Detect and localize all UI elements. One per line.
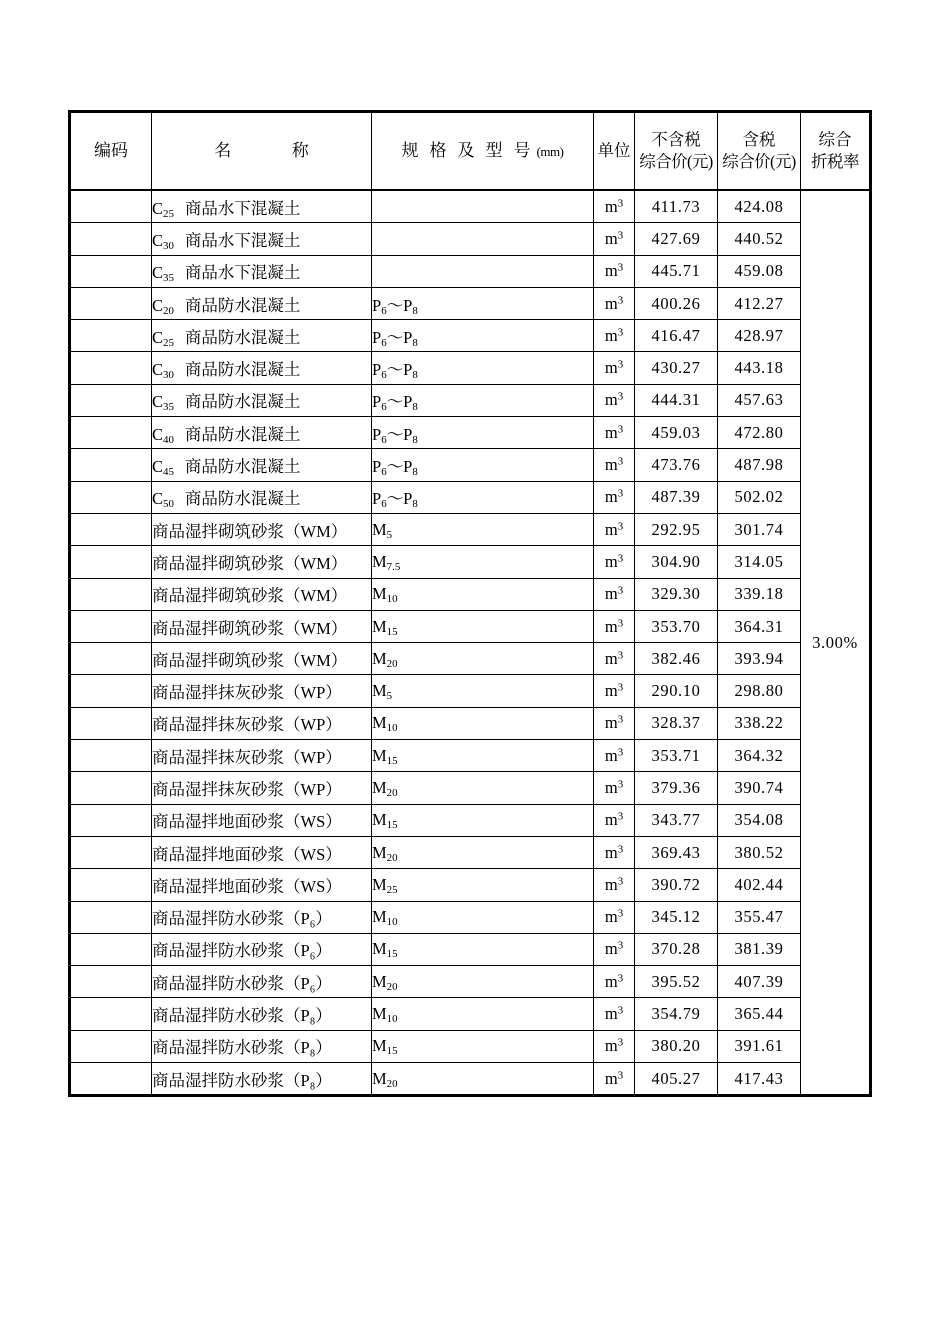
cell-unit: $m^3$ bbox=[594, 675, 635, 707]
cell-gross-price: 364.31 bbox=[718, 610, 801, 642]
cell-gross-price: 428.97 bbox=[718, 320, 801, 352]
material-name: 商品湿拌防水砂浆（P₆） bbox=[152, 973, 332, 993]
cell-name bbox=[152, 675, 372, 707]
header-name-char-1: 名 bbox=[214, 141, 232, 161]
cell-name bbox=[152, 190, 372, 223]
cell-code bbox=[70, 869, 152, 901]
table-row bbox=[70, 643, 871, 675]
cell-gross-price: 443.18 bbox=[718, 352, 801, 384]
cell-name bbox=[152, 610, 372, 642]
table-row bbox=[70, 481, 871, 513]
cell-spec: $P_6\sim P_8$ bbox=[372, 481, 594, 513]
cell-net-price: 292.95 bbox=[635, 513, 718, 545]
cell-name bbox=[152, 513, 372, 545]
cell-code bbox=[70, 1030, 152, 1062]
material-name: 商品水下混凝土 bbox=[184, 263, 301, 283]
cell-unit: $m^3$ bbox=[594, 546, 635, 578]
concrete-grade: $C_{30}$ bbox=[152, 360, 174, 382]
cell-name bbox=[152, 578, 372, 610]
cell-code bbox=[70, 320, 152, 352]
cell-gross-price: 417.43 bbox=[718, 1063, 801, 1096]
cell-spec: $P_6\sim P_8$ bbox=[372, 320, 594, 352]
cell-unit: $m^3$ bbox=[594, 836, 635, 868]
material-name: 商品湿拌地面砂浆（WS） bbox=[152, 812, 342, 832]
material-name: 商品水下混凝土 bbox=[184, 198, 301, 218]
material-name: 商品湿拌防水砂浆（P₆） bbox=[152, 941, 332, 961]
material-name: 商品湿拌砌筑砂浆（WM） bbox=[152, 553, 348, 573]
table-row bbox=[70, 546, 871, 578]
cell-name bbox=[152, 223, 372, 255]
cell-gross-price: 355.47 bbox=[718, 901, 801, 933]
cell-unit: $m^3$ bbox=[594, 481, 635, 513]
cell-spec: $M_{20}$ bbox=[372, 643, 594, 675]
cell-code bbox=[70, 707, 152, 739]
cell-unit: $m^3$ bbox=[594, 287, 635, 319]
cell-spec: $P_6\sim P_8$ bbox=[372, 352, 594, 384]
cell-code bbox=[70, 836, 152, 868]
table-row bbox=[70, 804, 871, 836]
material-name: 商品湿拌抹灰砂浆（WP） bbox=[152, 683, 342, 703]
header-unit-label: 单位 bbox=[597, 141, 631, 161]
cell-unit: $m^3$ bbox=[594, 707, 635, 739]
cell-spec: $M_{25}$ bbox=[372, 869, 594, 901]
material-name: 商品湿拌地面砂浆（WS） bbox=[152, 844, 342, 864]
cell-unit: $m^3$ bbox=[594, 417, 635, 449]
cell-gross-price: 314.05 bbox=[718, 546, 801, 578]
cell-gross-price: 407.39 bbox=[718, 966, 801, 998]
cell-gross-price: 298.80 bbox=[718, 675, 801, 707]
cell-unit: $m^3$ bbox=[594, 1063, 635, 1096]
cell-net-price: 395.52 bbox=[635, 966, 718, 998]
cell-unit: $m^3$ bbox=[594, 966, 635, 998]
table-row bbox=[70, 384, 871, 416]
table-row bbox=[70, 836, 871, 868]
header-net-line2: 综合价(元) bbox=[639, 152, 713, 171]
cell-unit: $m^3$ bbox=[594, 190, 635, 223]
material-name: 商品湿拌抹灰砂浆（WP） bbox=[152, 715, 342, 735]
cell-gross-price: 338.22 bbox=[718, 707, 801, 739]
cell-name bbox=[152, 772, 372, 804]
material-name: 商品水下混凝土 bbox=[184, 230, 301, 250]
header-gross-line1: 含税 bbox=[742, 130, 776, 150]
cell-name bbox=[152, 320, 372, 352]
cell-spec: $M_{10}$ bbox=[372, 707, 594, 739]
cell-gross-price: 402.44 bbox=[718, 869, 801, 901]
header-spec-char-2: 格 bbox=[429, 141, 447, 161]
material-name: 商品湿拌砌筑砂浆（WM） bbox=[152, 586, 348, 606]
header-spec-char-3: 及 bbox=[457, 141, 475, 161]
header-spec-unit: (mm) bbox=[536, 144, 564, 160]
cell-spec: $M_{20}$ bbox=[372, 966, 594, 998]
cell-net-price: 380.20 bbox=[635, 1030, 718, 1062]
cell-name bbox=[152, 707, 372, 739]
material-name: 商品湿拌防水砂浆（P₈） bbox=[152, 1070, 332, 1090]
cell-spec: $M_{15}$ bbox=[372, 933, 594, 965]
cell-unit: $m^3$ bbox=[594, 320, 635, 352]
cell-spec bbox=[372, 190, 594, 223]
cell-gross-price: 440.52 bbox=[718, 223, 801, 255]
cell-net-price: 354.79 bbox=[635, 998, 718, 1030]
cell-net-price: 445.71 bbox=[635, 255, 718, 287]
cell-code bbox=[70, 513, 152, 545]
table-row bbox=[70, 287, 871, 319]
cell-spec: $M_{20}$ bbox=[372, 836, 594, 868]
material-name: 商品湿拌地面砂浆（WS） bbox=[152, 876, 342, 896]
cell-spec bbox=[372, 223, 594, 255]
table-row bbox=[70, 1063, 871, 1096]
header-name bbox=[152, 112, 372, 191]
cell-gross-price: 364.32 bbox=[718, 740, 801, 772]
concrete-grade: $C_{50}$ bbox=[152, 489, 174, 511]
cell-code bbox=[70, 966, 152, 998]
cell-unit: $m^3$ bbox=[594, 933, 635, 965]
cell-unit: $m^3$ bbox=[594, 352, 635, 384]
cell-unit: $m^3$ bbox=[594, 869, 635, 901]
table-row bbox=[70, 449, 871, 481]
cell-code bbox=[70, 772, 152, 804]
header-unit bbox=[594, 112, 635, 191]
cell-net-price: 405.27 bbox=[635, 1063, 718, 1096]
cell-unit: $m^3$ bbox=[594, 1030, 635, 1062]
cell-unit: $m^3$ bbox=[594, 998, 635, 1030]
cell-code bbox=[70, 933, 152, 965]
header-net-price bbox=[635, 112, 718, 191]
material-name: 商品湿拌抹灰砂浆（WP） bbox=[152, 779, 342, 799]
concrete-grade: $C_{45}$ bbox=[152, 457, 174, 479]
cell-name bbox=[152, 417, 372, 449]
cell-code bbox=[70, 998, 152, 1030]
table-row bbox=[70, 901, 871, 933]
cell-code bbox=[70, 1063, 152, 1096]
table-body bbox=[70, 190, 871, 1096]
table-row bbox=[70, 675, 871, 707]
material-price-table bbox=[68, 110, 872, 1097]
cell-name bbox=[152, 481, 372, 513]
cell-spec: $P_6\sim P_8$ bbox=[372, 417, 594, 449]
header-spec-char-4: 型 bbox=[485, 141, 503, 161]
cell-spec bbox=[372, 255, 594, 287]
cell-name bbox=[152, 1030, 372, 1062]
cell-name bbox=[152, 384, 372, 416]
table-row bbox=[70, 352, 871, 384]
cell-gross-price: 502.02 bbox=[718, 481, 801, 513]
cell-gross-price: 380.52 bbox=[718, 836, 801, 868]
cell-tax-rate: 3.00% bbox=[801, 190, 871, 1096]
table-row bbox=[70, 707, 871, 739]
cell-code bbox=[70, 287, 152, 319]
cell-unit: $m^3$ bbox=[594, 513, 635, 545]
cell-code bbox=[70, 352, 152, 384]
header-spec bbox=[372, 112, 594, 191]
material-name: 商品防水混凝土 bbox=[184, 392, 301, 412]
concrete-grade: $C_{30}$ bbox=[152, 230, 174, 252]
cell-name bbox=[152, 836, 372, 868]
cell-name bbox=[152, 869, 372, 901]
table-row bbox=[70, 190, 871, 223]
material-name: 商品湿拌砌筑砂浆（WM） bbox=[152, 618, 348, 638]
cell-gross-price: 393.94 bbox=[718, 643, 801, 675]
table-row bbox=[70, 740, 871, 772]
material-name: 商品防水混凝土 bbox=[184, 457, 301, 477]
table-header-row bbox=[70, 112, 871, 191]
material-name: 商品防水混凝土 bbox=[184, 360, 301, 380]
cell-code bbox=[70, 546, 152, 578]
cell-net-price: 444.31 bbox=[635, 384, 718, 416]
cell-name bbox=[152, 546, 372, 578]
cell-spec: $M_{10}$ bbox=[372, 578, 594, 610]
cell-net-price: 369.43 bbox=[635, 836, 718, 868]
cell-net-price: 328.37 bbox=[635, 707, 718, 739]
table-row bbox=[70, 772, 871, 804]
cell-name bbox=[152, 255, 372, 287]
material-name: 商品湿拌砌筑砂浆（WM） bbox=[152, 650, 348, 670]
cell-spec: $M_{10}$ bbox=[372, 998, 594, 1030]
cell-net-price: 379.36 bbox=[635, 772, 718, 804]
material-name: 商品湿拌砌筑砂浆（WM） bbox=[152, 521, 348, 541]
cell-code bbox=[70, 740, 152, 772]
cell-unit: $m^3$ bbox=[594, 643, 635, 675]
concrete-grade: $C_{35}$ bbox=[152, 392, 174, 414]
cell-spec: $M_{15}$ bbox=[372, 804, 594, 836]
concrete-grade: $C_{35}$ bbox=[152, 263, 174, 285]
cell-unit: $m^3$ bbox=[594, 255, 635, 287]
cell-code bbox=[70, 223, 152, 255]
cell-gross-price: 339.18 bbox=[718, 578, 801, 610]
cell-spec: $M_{7.5}$ bbox=[372, 546, 594, 578]
cell-name bbox=[152, 998, 372, 1030]
cell-spec: $M_5$ bbox=[372, 675, 594, 707]
header-gross-line2: 综合价(元) bbox=[722, 152, 796, 171]
cell-spec: $P_6\sim P_8$ bbox=[372, 384, 594, 416]
table-row bbox=[70, 320, 871, 352]
cell-name bbox=[152, 966, 372, 998]
cell-net-price: 343.77 bbox=[635, 804, 718, 836]
cell-code bbox=[70, 417, 152, 449]
cell-code bbox=[70, 643, 152, 675]
material-name: 商品湿拌抹灰砂浆（WP） bbox=[152, 747, 342, 767]
material-name: 商品湿拌防水砂浆（P₆） bbox=[152, 909, 332, 929]
cell-code bbox=[70, 255, 152, 287]
cell-spec: $M_{15}$ bbox=[372, 1030, 594, 1062]
cell-unit: $m^3$ bbox=[594, 223, 635, 255]
table-row bbox=[70, 578, 871, 610]
table-row bbox=[70, 255, 871, 287]
cell-net-price: 459.03 bbox=[635, 417, 718, 449]
cell-net-price: 382.46 bbox=[635, 643, 718, 675]
material-name: 商品防水混凝土 bbox=[184, 424, 301, 444]
cell-spec: $M_{15}$ bbox=[372, 740, 594, 772]
cell-gross-price: 424.08 bbox=[718, 190, 801, 223]
table-row bbox=[70, 966, 871, 998]
header-rate-line1: 综合 bbox=[818, 130, 852, 150]
table-row bbox=[70, 417, 871, 449]
cell-gross-price: 457.63 bbox=[718, 384, 801, 416]
cell-code bbox=[70, 901, 152, 933]
concrete-grade: $C_{20}$ bbox=[152, 295, 174, 317]
cell-net-price: 411.73 bbox=[635, 190, 718, 223]
cell-name bbox=[152, 1063, 372, 1096]
header-rate-line2: 折税率 bbox=[811, 152, 859, 171]
table-row bbox=[70, 223, 871, 255]
cell-net-price: 473.76 bbox=[635, 449, 718, 481]
header-gross-price bbox=[718, 112, 801, 191]
cell-unit: $m^3$ bbox=[594, 740, 635, 772]
cell-spec: $M_{15}$ bbox=[372, 610, 594, 642]
cell-spec: $P_6\sim P_8$ bbox=[372, 287, 594, 319]
cell-net-price: 390.72 bbox=[635, 869, 718, 901]
header-net-line1: 不含税 bbox=[651, 130, 701, 150]
cell-unit: $m^3$ bbox=[594, 578, 635, 610]
material-name: 商品防水混凝土 bbox=[184, 489, 301, 509]
cell-spec: $M_5$ bbox=[372, 513, 594, 545]
concrete-grade: $C_{40}$ bbox=[152, 424, 174, 446]
cell-unit: $m^3$ bbox=[594, 804, 635, 836]
table-row bbox=[70, 513, 871, 545]
cell-gross-price: 391.61 bbox=[718, 1030, 801, 1062]
table-row bbox=[70, 869, 871, 901]
header-spec-char-1: 规 bbox=[401, 141, 419, 161]
cell-code bbox=[70, 481, 152, 513]
concrete-grade: $C_{25}$ bbox=[152, 327, 174, 349]
concrete-grade: $C_{25}$ bbox=[152, 198, 174, 220]
cell-net-price: 430.27 bbox=[635, 352, 718, 384]
cell-net-price: 345.12 bbox=[635, 901, 718, 933]
cell-gross-price: 472.80 bbox=[718, 417, 801, 449]
cell-unit: $m^3$ bbox=[594, 449, 635, 481]
cell-code bbox=[70, 384, 152, 416]
cell-unit: $m^3$ bbox=[594, 610, 635, 642]
cell-unit: $m^3$ bbox=[594, 901, 635, 933]
material-name: 商品防水混凝土 bbox=[184, 295, 301, 315]
cell-net-price: 329.30 bbox=[635, 578, 718, 610]
cell-name bbox=[152, 287, 372, 319]
cell-net-price: 416.47 bbox=[635, 320, 718, 352]
cell-gross-price: 365.44 bbox=[718, 998, 801, 1030]
cell-gross-price: 381.39 bbox=[718, 933, 801, 965]
material-name: 商品湿拌防水砂浆（P₈） bbox=[152, 1038, 332, 1058]
cell-code bbox=[70, 804, 152, 836]
cell-net-price: 353.71 bbox=[635, 740, 718, 772]
cell-net-price: 487.39 bbox=[635, 481, 718, 513]
cell-name bbox=[152, 804, 372, 836]
cell-code bbox=[70, 449, 152, 481]
header-name-char-2: 称 bbox=[291, 141, 309, 161]
cell-net-price: 304.90 bbox=[635, 546, 718, 578]
cell-code bbox=[70, 190, 152, 223]
cell-gross-price: 459.08 bbox=[718, 255, 801, 287]
table-row bbox=[70, 610, 871, 642]
cell-name bbox=[152, 740, 372, 772]
header-spec-char-5: 号 bbox=[513, 141, 531, 161]
table-row bbox=[70, 933, 871, 965]
cell-net-price: 400.26 bbox=[635, 287, 718, 319]
cell-net-price: 353.70 bbox=[635, 610, 718, 642]
cell-net-price: 290.10 bbox=[635, 675, 718, 707]
table-row bbox=[70, 998, 871, 1030]
cell-name bbox=[152, 933, 372, 965]
cell-spec: $M_{10}$ bbox=[372, 901, 594, 933]
cell-name bbox=[152, 352, 372, 384]
cell-gross-price: 354.08 bbox=[718, 804, 801, 836]
header-code: 编码 bbox=[70, 112, 152, 191]
cell-gross-price: 390.74 bbox=[718, 772, 801, 804]
cell-unit: $m^3$ bbox=[594, 772, 635, 804]
cell-spec: $P_6\sim P_8$ bbox=[372, 449, 594, 481]
cell-net-price: 370.28 bbox=[635, 933, 718, 965]
header-tax-rate bbox=[801, 112, 871, 191]
cell-code bbox=[70, 610, 152, 642]
cell-code bbox=[70, 675, 152, 707]
cell-unit: $m^3$ bbox=[594, 384, 635, 416]
cell-name bbox=[152, 643, 372, 675]
cell-code bbox=[70, 578, 152, 610]
cell-net-price: 427.69 bbox=[635, 223, 718, 255]
material-name: 商品防水混凝土 bbox=[184, 327, 301, 347]
cell-spec: $M_{20}$ bbox=[372, 772, 594, 804]
table-row bbox=[70, 1030, 871, 1062]
cell-spec: $M_{20}$ bbox=[372, 1063, 594, 1096]
cell-name bbox=[152, 901, 372, 933]
cell-gross-price: 412.27 bbox=[718, 287, 801, 319]
cell-gross-price: 487.98 bbox=[718, 449, 801, 481]
cell-gross-price: 301.74 bbox=[718, 513, 801, 545]
material-name: 商品湿拌防水砂浆（P₈） bbox=[152, 1006, 332, 1026]
cell-name bbox=[152, 449, 372, 481]
